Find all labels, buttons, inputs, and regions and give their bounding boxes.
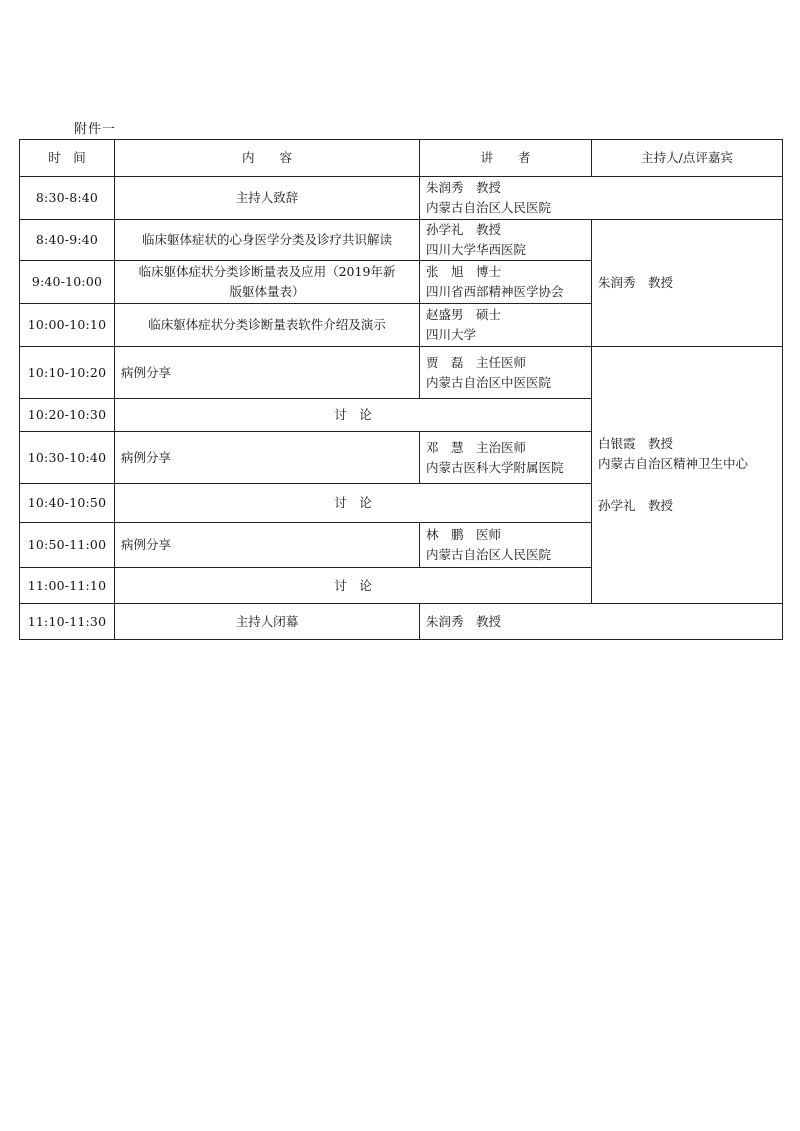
time-cell: 9:40-10:00	[20, 261, 115, 304]
content-line-1: 临床躯体症状分类诊断量表及应用（2019年新	[138, 264, 396, 279]
header-content: 内 容	[115, 140, 420, 177]
speaker-org: 四川大学	[426, 327, 477, 342]
host-spacer	[598, 474, 776, 496]
speaker-cell	[420, 432, 592, 484]
discussion-cell: 讨 论	[115, 568, 592, 604]
speaker-name: 邓 慧 主治医师	[426, 439, 527, 455]
speaker-name: 贾 磊 主任医师	[426, 354, 527, 370]
time-cell: 10:50-11:00	[20, 523, 115, 568]
time-cell: 10:10-10:20	[20, 347, 115, 399]
speaker-cell	[420, 177, 783, 220]
table-row	[20, 220, 783, 261]
speaker-cell	[420, 220, 592, 261]
host-name-2: 孙学礼 教授	[598, 498, 674, 513]
time-cell: 8:40-9:40	[20, 220, 115, 261]
speaker-org: 内蒙古自治区中医医院	[426, 374, 552, 390]
time-cell: 10:00-10:10	[20, 304, 115, 347]
host-org-1: 内蒙古自治区精神卫生中心	[598, 456, 749, 471]
content-cell	[115, 261, 420, 304]
time-cell: 10:20-10:30	[20, 399, 115, 432]
host-cell-2	[592, 347, 783, 604]
header-host: 主持人/点评嘉宾	[592, 140, 783, 177]
speaker-name: 朱润秀 教授	[426, 180, 502, 195]
host-name-1: 白银霞 教授	[598, 436, 674, 451]
speaker-name: 赵盛男 硕士	[426, 307, 502, 322]
content-cell: 临床躯体症状的心身医学分类及诊疗共识解读	[115, 220, 420, 261]
attachment-label: 附件一	[74, 122, 117, 137]
time-cell: 10:40-10:50	[20, 484, 115, 523]
speaker-org: 四川省西部精神医学协会	[426, 284, 564, 299]
time-cell: 8:30-8:40	[20, 177, 115, 220]
time-cell: 11:00-11:10	[20, 568, 115, 604]
speaker-cell	[420, 347, 592, 399]
time-cell: 10:30-10:40	[20, 432, 115, 484]
speaker-cell	[420, 261, 592, 304]
content-cell: 主持人致辞	[115, 177, 420, 220]
table-row	[20, 347, 783, 399]
speaker-cell	[420, 304, 592, 347]
content-line-2: 版躯体量表）	[229, 284, 305, 299]
content-cell: 病例分享	[115, 432, 420, 484]
speaker-cell	[420, 523, 592, 568]
header-speaker: 讲 者	[420, 140, 592, 177]
table-row	[20, 177, 783, 220]
speaker-name: 孙学礼 教授	[426, 222, 502, 237]
content-cell: 病例分享	[115, 523, 420, 568]
discussion-cell: 讨 论	[115, 484, 592, 523]
speaker-org: 内蒙古自治区人民医院	[426, 547, 552, 562]
speaker-name: 张 旭 博士	[426, 264, 502, 279]
speaker-org: 内蒙古医科大学附属医院	[426, 459, 564, 475]
speaker-name: 林 鹏 医师	[426, 527, 502, 542]
speaker-cell: 朱润秀 教授	[420, 604, 783, 640]
schedule-table	[19, 139, 783, 640]
table-row	[20, 604, 783, 640]
content-cell: 主持人闭幕	[115, 604, 420, 640]
content-cell: 临床躯体症状分类诊断量表软件介绍及演示	[115, 304, 420, 347]
time-cell: 11:10-11:30	[20, 604, 115, 640]
discussion-cell: 讨 论	[115, 399, 592, 432]
header-row	[20, 140, 783, 177]
speaker-org: 内蒙古自治区人民医院	[426, 200, 552, 215]
host-cell-1: 朱润秀 教授	[592, 220, 783, 347]
speaker-org: 四川大学华西医院	[426, 242, 527, 257]
content-cell: 病例分享	[115, 347, 420, 399]
header-time: 时 间	[20, 140, 115, 177]
